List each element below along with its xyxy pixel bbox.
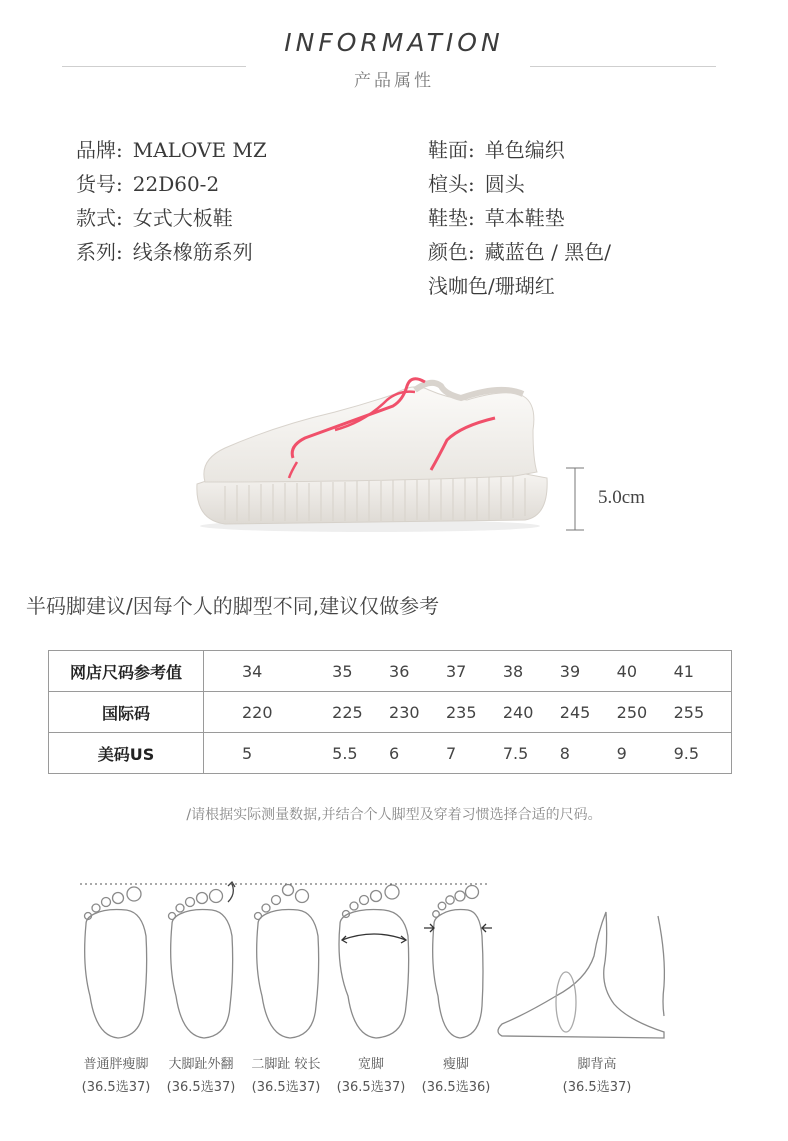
table-cell: 5 (204, 733, 333, 774)
foot-sub-high-instep: (36.5选37) (562, 1080, 632, 1095)
table-cell: 255 (674, 692, 732, 733)
page-title: INFORMATION (284, 28, 504, 57)
info-key: 楦头: (428, 172, 475, 196)
info-color (428, 236, 611, 265)
info-upper (428, 134, 565, 163)
row-header: 美码US (49, 733, 204, 774)
table-cell: 9 (617, 733, 674, 774)
info-key: 系列: (76, 240, 123, 264)
info-value: 单色编织 (484, 138, 565, 162)
high-instep-foot-icon (498, 912, 664, 1038)
foot-label-bunion: 大脚趾外翻 (168, 1057, 234, 1072)
table-cell: 40 (617, 651, 674, 692)
size-note: /请根据实际测量数据,并结合个人脚型及穿着习惯选择合适的尺码。 (186, 807, 602, 823)
heel-height-bracket (560, 466, 590, 532)
table-cell: 8 (560, 733, 617, 774)
foot-label-high-instep: 脚背高 (577, 1057, 617, 1072)
table-row (49, 733, 732, 774)
info-key: 颜色: (428, 240, 475, 264)
table-cell: 39 (560, 651, 617, 692)
info-brand (76, 134, 267, 163)
table-cell: 230 (389, 692, 446, 733)
foot-sub-narrow: (36.5选36) (421, 1080, 491, 1095)
foot-sub-wide: (36.5选37) (336, 1080, 406, 1095)
row-header: 国际码 (49, 692, 204, 733)
table-cell: 7.5 (503, 733, 560, 774)
row-header: 网店尺码参考值 (49, 651, 204, 692)
info-value: MALOVE MZ (132, 138, 267, 162)
table-cell: 235 (446, 692, 503, 733)
info-key: 款式: (76, 206, 123, 230)
info-style (76, 202, 233, 231)
normal-foot-icon (85, 887, 147, 1038)
heel-height-label: 5.0cm (598, 487, 645, 508)
shoe-image (185, 360, 555, 540)
info-value: 22D60-2 (132, 172, 220, 196)
info-value: 线条橡筋系列 (132, 240, 253, 264)
info-toe (428, 168, 525, 197)
info-value: 圆头 (484, 172, 525, 196)
table-row (49, 651, 732, 692)
info-key: 鞋面: (428, 138, 475, 162)
info-value: 浅咖色/珊瑚红 (428, 274, 555, 298)
table-cell: 245 (560, 692, 617, 733)
foot-sub-long-second-toe: (36.5选37) (251, 1080, 321, 1095)
table-cell: 7 (446, 733, 503, 774)
foot-label-wide: 宽脚 (357, 1057, 384, 1072)
table-cell: 240 (503, 692, 560, 733)
foot-label-long-second-toe: 二脚趾 较长 (251, 1057, 321, 1072)
table-cell: 34 (204, 651, 333, 692)
narrow-foot-icon (424, 886, 492, 1039)
table-row (49, 692, 732, 733)
foot-types-illustration (76, 876, 676, 1046)
table-cell: 5.5 (332, 733, 389, 774)
wide-foot-icon (339, 885, 409, 1038)
table-cell: 38 (503, 651, 560, 692)
info-value: 草本鞋垫 (484, 206, 565, 230)
table-cell: 225 (332, 692, 389, 733)
bunion-foot-icon (169, 882, 236, 1038)
info-key: 鞋垫: (428, 206, 475, 230)
table-cell: 6 (389, 733, 446, 774)
info-key: 货号: (76, 172, 123, 196)
table-cell: 220 (204, 692, 333, 733)
info-series (76, 236, 253, 265)
info-value: 藏蓝色 / 黑色/ (484, 240, 611, 264)
foot-label-narrow: 瘦脚 (442, 1057, 469, 1072)
table-cell: 41 (674, 651, 732, 692)
table-cell: 37 (446, 651, 503, 692)
info-insole (428, 202, 565, 231)
table-cell: 250 (617, 692, 674, 733)
size-table (48, 650, 732, 774)
size-advice: 半码脚建议/因每个人的脚型不同,建议仅做参考 (26, 594, 440, 618)
table-cell: 36 (389, 651, 446, 692)
info-value: 女式大板鞋 (132, 206, 233, 230)
table-cell: 35 (332, 651, 389, 692)
page-subtitle: 产品属性 (354, 71, 434, 91)
info-color-continued (428, 270, 555, 299)
foot-sub-bunion: (36.5选37) (166, 1080, 236, 1095)
table-cell: 9.5 (674, 733, 732, 774)
foot-label-normal: 普通胖瘦脚 (83, 1057, 149, 1072)
foot-sub-normal: (36.5选37) (81, 1080, 151, 1095)
long-second-toe-foot-icon (255, 885, 319, 1039)
info-key: 品牌: (76, 138, 123, 162)
info-item-number (76, 168, 219, 197)
